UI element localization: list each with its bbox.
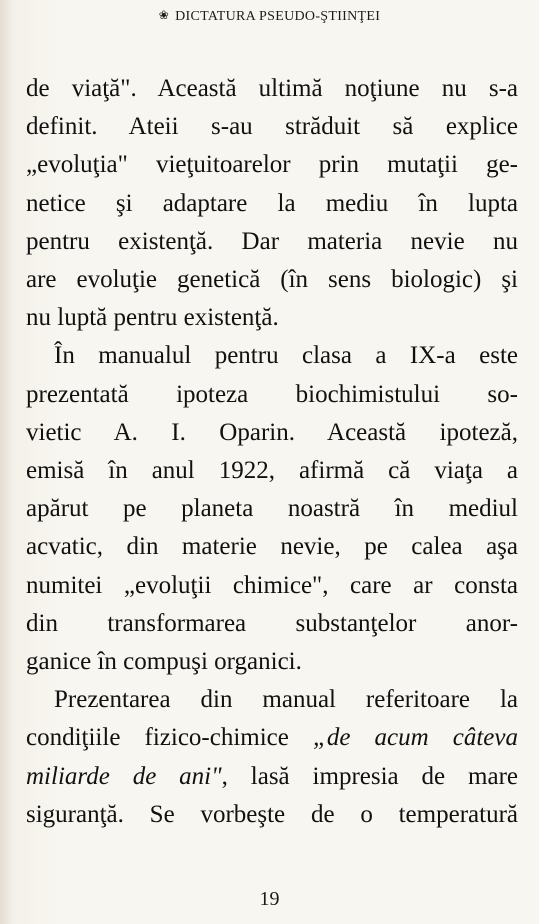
- text-line: nu luptă pentru existenţă.: [26, 304, 279, 332]
- line-segment: condiţiile fizico-chimice: [26, 724, 313, 752]
- italic-quote: miliarde de ani": [26, 762, 222, 790]
- page-number: 19: [259, 888, 280, 910]
- paragraph-start-line: În manualul pentru clasa a IX-a este: [54, 342, 518, 370]
- running-header: [0, 8, 539, 25]
- text-line-with-italic: [26, 719, 518, 757]
- line-segment: , lasă impresia de mare: [221, 762, 518, 790]
- text-line: vietic A. I. Oparin. Această ipoteză,: [26, 418, 518, 446]
- text-line: emisă în anul 1922, afirmă că viaţa a: [26, 457, 518, 485]
- body-text: [26, 70, 518, 834]
- text-line: „evoluţia" vieţuitoarelor prin mutaţii ge-: [26, 151, 518, 179]
- text-line: definit. Ateii s-au străduit să explice: [26, 113, 518, 141]
- flower-ornament-icon: ❀: [158, 8, 170, 22]
- text-line: acvatic, din materie nevie, pe calea aşa: [26, 533, 518, 561]
- italic-quote: „de acum câteva: [312, 724, 518, 752]
- text-line: din transformarea substanţelor anor-: [26, 609, 518, 637]
- text-line: pentru existenţă. Dar materia nevie nu: [26, 227, 518, 255]
- paragraph-start-line: Prezentarea din manual referitoare la: [54, 686, 518, 714]
- text-line-with-italic: [26, 758, 518, 796]
- text-line: siguranţă. Se vorbeşte de o temperatură: [26, 800, 518, 828]
- text-line: de viaţă". Această ultimă noţiune nu s-a: [26, 75, 518, 102]
- text-line: netice şi adaptare la mediu în lupta: [26, 189, 518, 217]
- text-line: prezentată ipoteza biochimistului so-: [26, 380, 518, 408]
- text-line: numitei „evoluţii chimice", care ar consta: [26, 571, 518, 599]
- text-line: ganice în compuşi organici.: [26, 648, 302, 676]
- text-line: apărut pe planeta noastră în mediul: [26, 495, 518, 523]
- text-line: are evoluţie genetică (în sens biologic) şi: [26, 266, 518, 294]
- running-title: DICTATURA PSEUDO-ŞTIINŢEI: [175, 9, 381, 24]
